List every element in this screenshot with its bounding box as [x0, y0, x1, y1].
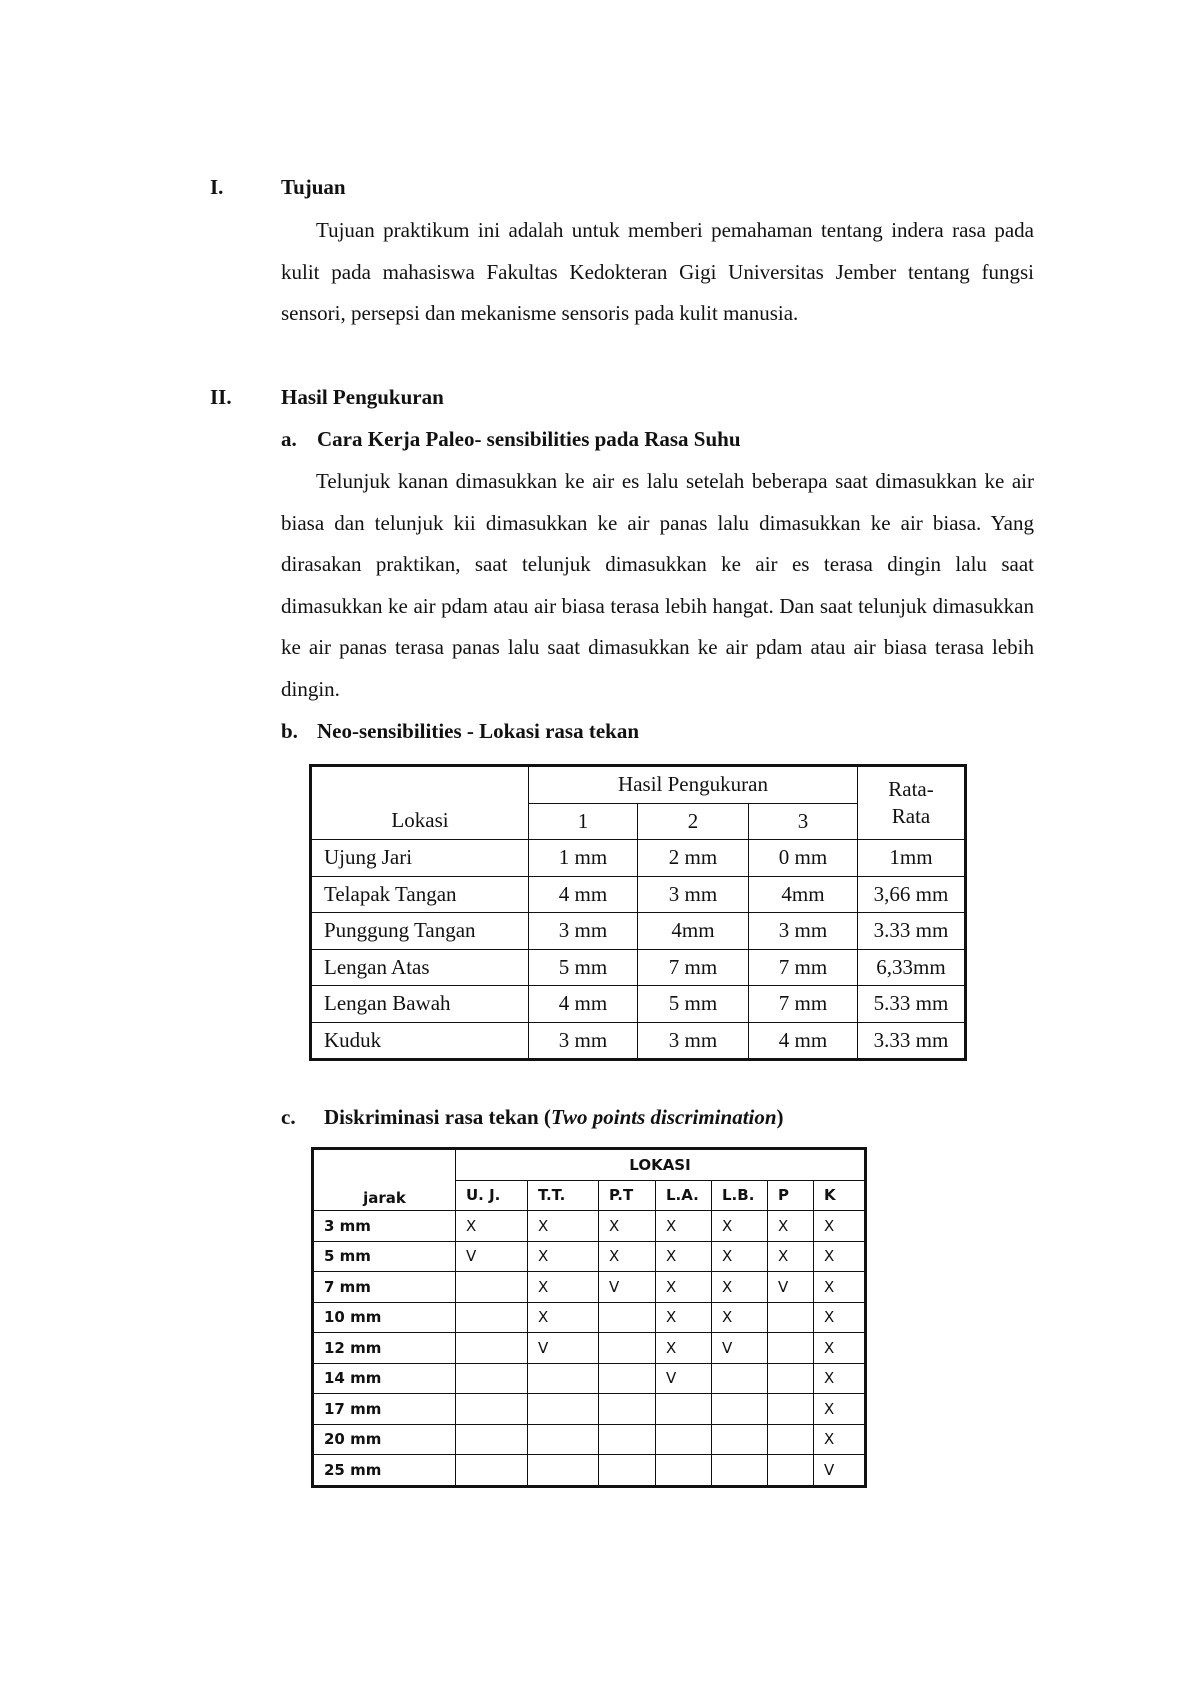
cell-result: V — [528, 1333, 599, 1364]
cell-lokasi: Lengan Atas — [311, 949, 529, 986]
cell-result: X — [712, 1241, 768, 1272]
cell-result — [528, 1394, 599, 1425]
header-pt: P.T — [599, 1180, 656, 1211]
cell-result — [456, 1455, 528, 1487]
cell-result — [768, 1424, 814, 1455]
header-hasil-pengukuran: Hasil Pengukuran — [529, 766, 858, 804]
cell-value: 4mm — [749, 876, 858, 913]
table-row — [313, 1302, 866, 1333]
cell-result: X — [456, 1211, 528, 1242]
table-row — [313, 1424, 866, 1455]
table-row — [311, 876, 966, 913]
cell-value: 3 mm — [749, 913, 858, 950]
cell-result: X — [768, 1211, 814, 1242]
cell-value: 4 mm — [529, 876, 638, 913]
cell-result: X — [656, 1272, 712, 1303]
cell-result: X — [656, 1211, 712, 1242]
cell-value: 0 mm — [749, 840, 858, 877]
cell-result — [599, 1424, 656, 1455]
cell-result: X — [814, 1424, 866, 1455]
header-tt: T.T. — [528, 1180, 599, 1211]
header-p: P — [768, 1180, 814, 1211]
cell-rata: 6,33mm — [858, 949, 966, 986]
header-lb: L.B. — [712, 1180, 768, 1211]
cell-result: V — [456, 1241, 528, 1272]
header-jarak: jarak — [313, 1149, 456, 1211]
table-row — [313, 1241, 866, 1272]
cell-rata: 1mm — [858, 840, 966, 877]
cell-value: 1 mm — [529, 840, 638, 877]
cell-jarak: 10 mm — [313, 1302, 456, 1333]
cell-result: X — [768, 1241, 814, 1272]
table-row — [311, 913, 966, 950]
subsection-c-label: c. — [281, 1105, 296, 1129]
cell-value: 2 mm — [638, 840, 749, 877]
cell-result: X — [528, 1241, 599, 1272]
cell-value: 4mm — [638, 913, 749, 950]
cell-rata: 3.33 mm — [858, 1022, 966, 1060]
table-row — [311, 986, 966, 1023]
header-rata-rata: Rata-Rata — [858, 766, 966, 840]
section-1-title: Tujuan — [281, 175, 346, 199]
table-row — [311, 840, 966, 877]
cell-result: V — [814, 1455, 866, 1487]
cell-result — [456, 1394, 528, 1425]
cell-result: X — [656, 1241, 712, 1272]
header-col-3: 3 — [749, 803, 858, 840]
table-row — [313, 1394, 866, 1425]
section-2-number: II. — [210, 385, 232, 409]
cell-result: V — [656, 1363, 712, 1394]
cell-jarak: 25 mm — [313, 1455, 456, 1487]
cell-value: 5 mm — [529, 949, 638, 986]
cell-result — [768, 1394, 814, 1425]
table-row — [311, 949, 966, 986]
cell-result: X — [814, 1363, 866, 1394]
cell-result — [768, 1302, 814, 1333]
cell-result: V — [768, 1272, 814, 1303]
cell-result — [456, 1363, 528, 1394]
header-k: K — [814, 1180, 866, 1211]
table-row — [313, 1211, 866, 1242]
subsection-b-label: b. — [281, 719, 298, 743]
table-row — [313, 1455, 866, 1487]
cell-result — [656, 1424, 712, 1455]
subsection-a-paragraph: Telunjuk kanan dimasukkan ke air es lalu setelah beberapa saat dimasukkan ke air biasa dan telunjuk kii dimasukkan ke air panas lalu dimasukkan ke air biasa. Yang dirasakan praktikan, saat telunjuk dimasukkan ke air es terasa dingin lalu saat dimasukkan ke air pdam atau air biasa terasa lebih hangat. Dan saat telunjuk dimasukkan ke air panas terasa panas lalu saat dimasukkan ke air pdam atau air biasa terasa lebih dingin. — [281, 469, 1034, 701]
cell-jarak: 12 mm — [313, 1333, 456, 1364]
cell-result — [599, 1363, 656, 1394]
cell-result — [599, 1333, 656, 1364]
cell-result — [768, 1455, 814, 1487]
cell-result — [656, 1394, 712, 1425]
cell-result — [656, 1455, 712, 1487]
header-uj: U. J. — [456, 1180, 528, 1211]
section-1-paragraph: Tujuan praktikum ini adalah untuk memberi pemahaman tentang indera rasa pada kulit pada mahasiswa Fakultas Kedokteran Gigi Universitas Jember tentang fungsi sensori, persepsi dan mekanisme sensoris pada kulit manusia. — [281, 218, 1034, 326]
cell-lokasi: Ujung Jari — [311, 840, 529, 877]
cell-result: X — [814, 1394, 866, 1425]
subsection-c-title-prefix: Diskriminasi rasa tekan ( — [324, 1105, 551, 1129]
cell-result: X — [599, 1241, 656, 1272]
table-row — [313, 1333, 866, 1364]
lokasi-rasa-tekan-table — [309, 764, 967, 1061]
cell-result — [456, 1424, 528, 1455]
cell-lokasi: Telapak Tangan — [311, 876, 529, 913]
cell-result: X — [814, 1302, 866, 1333]
cell-result — [599, 1394, 656, 1425]
cell-result: X — [712, 1272, 768, 1303]
section-1-number: I. — [210, 175, 224, 199]
cell-lokasi: Kuduk — [311, 1022, 529, 1060]
cell-value: 4 mm — [529, 986, 638, 1023]
cell-result — [599, 1302, 656, 1333]
subsection-c-title-suffix: ) — [776, 1105, 784, 1129]
cell-result — [712, 1394, 768, 1425]
cell-result — [712, 1455, 768, 1487]
cell-value: 7 mm — [749, 949, 858, 986]
cell-result: X — [814, 1211, 866, 1242]
cell-result: X — [656, 1302, 712, 1333]
cell-rata: 5.33 mm — [858, 986, 966, 1023]
cell-result: X — [528, 1302, 599, 1333]
two-points-table-body — [313, 1211, 866, 1487]
cell-jarak: 20 mm — [313, 1424, 456, 1455]
cell-value: 3 mm — [638, 1022, 749, 1060]
section-2-title: Hasil Pengukuran — [281, 385, 444, 409]
header-lokasi-group: LOKASI — [456, 1149, 866, 1181]
subsection-a-label: a. — [281, 427, 297, 451]
cell-result: X — [599, 1211, 656, 1242]
cell-result: V — [712, 1333, 768, 1364]
header-col-1: 1 — [529, 803, 638, 840]
table-row — [313, 1272, 866, 1303]
cell-result — [599, 1455, 656, 1487]
header-col-2: 2 — [638, 803, 749, 840]
cell-jarak: 14 mm — [313, 1363, 456, 1394]
cell-result — [768, 1333, 814, 1364]
cell-lokasi: Punggung Tangan — [311, 913, 529, 950]
cell-jarak: 3 mm — [313, 1211, 456, 1242]
subsection-c-title-italic: Two points discrimination — [550, 1105, 777, 1129]
cell-jarak: 5 mm — [313, 1241, 456, 1272]
cell-lokasi: Lengan Bawah — [311, 986, 529, 1023]
cell-result — [712, 1424, 768, 1455]
header-la: L.A. — [656, 1180, 712, 1211]
cell-result: V — [599, 1272, 656, 1303]
cell-result — [456, 1333, 528, 1364]
cell-value: 3 mm — [638, 876, 749, 913]
cell-result: X — [814, 1241, 866, 1272]
cell-result — [528, 1455, 599, 1487]
subsection-b-title: Neo-sensibilities - Lokasi rasa tekan — [317, 719, 640, 743]
two-points-discrimination-table — [311, 1147, 867, 1488]
cell-result: X — [814, 1333, 866, 1364]
cell-result: X — [656, 1333, 712, 1364]
cell-value: 7 mm — [749, 986, 858, 1023]
cell-jarak: 7 mm — [313, 1272, 456, 1303]
cell-jarak: 17 mm — [313, 1394, 456, 1425]
cell-value: 5 mm — [638, 986, 749, 1023]
subsection-c-title — [324, 1105, 784, 1130]
cell-result: X — [712, 1211, 768, 1242]
cell-value: 3 mm — [529, 913, 638, 950]
cell-rata: 3.33 mm — [858, 913, 966, 950]
cell-result — [456, 1302, 528, 1333]
cell-value: 3 mm — [529, 1022, 638, 1060]
table-row — [313, 1363, 866, 1394]
cell-result — [456, 1272, 528, 1303]
cell-result: X — [528, 1211, 599, 1242]
subsection-a-title: Cara Kerja Paleo- sensibilities pada Rasa Suhu — [317, 427, 741, 451]
cell-result — [528, 1363, 599, 1394]
cell-result: X — [528, 1272, 599, 1303]
cell-result — [528, 1424, 599, 1455]
cell-result — [712, 1363, 768, 1394]
cell-value: 4 mm — [749, 1022, 858, 1060]
cell-result — [768, 1363, 814, 1394]
cell-result: X — [814, 1272, 866, 1303]
header-lokasi: Lokasi — [311, 766, 529, 840]
cell-result: X — [712, 1302, 768, 1333]
table-row — [311, 1022, 966, 1060]
cell-value: 7 mm — [638, 949, 749, 986]
cell-rata: 3,66 mm — [858, 876, 966, 913]
